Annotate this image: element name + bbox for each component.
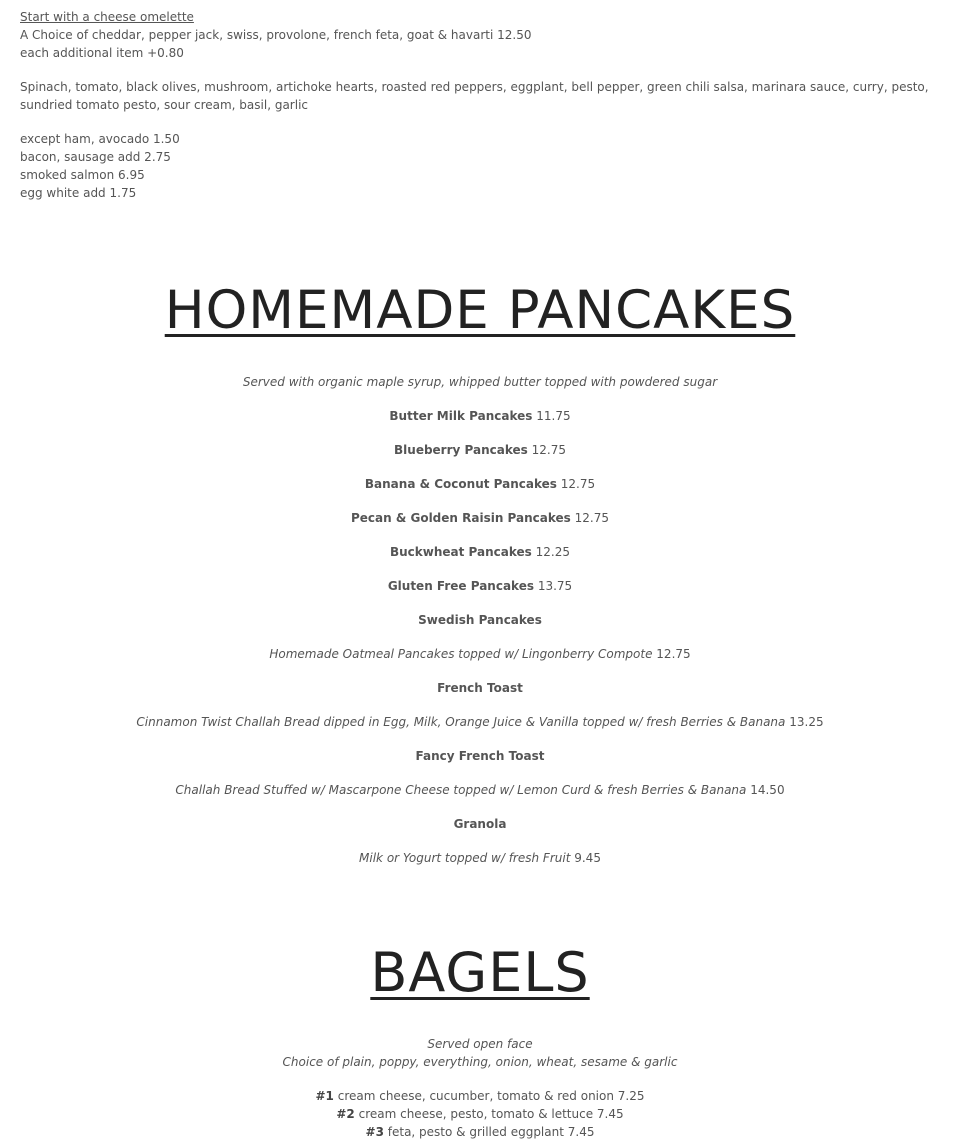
menu-item — [0, 509, 960, 543]
menu-item-desc — [0, 713, 960, 747]
menu-item-desc — [0, 645, 960, 679]
item-description: Milk or Yogurt topped w/ fresh Fruit — [359, 851, 571, 865]
menu-item-desc — [0, 781, 960, 815]
pancakes-heading — [0, 276, 960, 346]
bagels-served: Served open face — [427, 1037, 533, 1051]
bagel-item — [0, 1105, 960, 1123]
omelette-extra: except ham, avocado 1.50 — [20, 132, 180, 146]
menu-item — [0, 815, 960, 849]
bagels-title: BAGELS — [370, 941, 590, 1004]
item-price: 9.45 — [574, 851, 601, 865]
item-price: 13.75 — [537, 579, 573, 593]
item-name: Granola — [453, 817, 507, 831]
menu-item — [0, 577, 960, 611]
item-name: French Toast — [437, 681, 523, 695]
item-name: Buckwheat Pancakes — [389, 545, 532, 559]
item-name: Pecan & Golden Raisin Pancakes — [350, 511, 571, 525]
bagels-heading — [0, 938, 960, 1008]
item-price: 12.75 — [574, 511, 610, 525]
bagel-number: #2 — [336, 1107, 355, 1121]
item-price: 12.75 — [560, 477, 596, 491]
bagel-text: cream cheese, pesto, tomato & lettuce 7.45 — [358, 1107, 624, 1121]
item-description: Cinnamon Twist Challah Bread dipped in Egg, Milk, Orange Juice & Vanilla topped w/ fresh Berries & Banana — [136, 715, 786, 729]
item-description: Challah Bread Stuffed w/ Mascarpone Cheese topped w/ Lemon Curd & fresh Berries & Banana — [175, 783, 747, 797]
item-price: 13.25 — [789, 715, 824, 729]
bagel-item — [0, 1123, 960, 1141]
bagel-text: cream cheese, cucumber, tomato & red onion 7.25 — [337, 1089, 645, 1103]
omelette-section — [20, 8, 945, 202]
item-name: Blueberry Pancakes — [394, 443, 528, 457]
bagel-number: #1 — [315, 1089, 334, 1103]
menu-item-desc — [0, 849, 960, 883]
item-price: 12.75 — [656, 647, 691, 661]
omelette-choice: A Choice of cheddar, pepper jack, swiss, provolone, french feta, goat & havarti 12.50 — [20, 28, 532, 42]
item-price: 11.75 — [536, 409, 571, 423]
item-price: 14.50 — [750, 783, 785, 797]
menu-item — [0, 475, 960, 509]
omelette-additional: each additional item +0.80 — [20, 46, 184, 60]
item-price: 12.25 — [535, 545, 570, 559]
item-name: Butter Milk Pancakes — [389, 409, 533, 423]
item-description: Homemade Oatmeal Pancakes topped w/ Lingonberry Compote — [269, 647, 653, 661]
bagels-choice: Choice of plain, poppy, everything, onion, wheat, sesame & garlic — [282, 1055, 678, 1069]
bagel-number: #3 — [365, 1125, 384, 1139]
bagel-text: feta, pesto & grilled eggplant 7.45 — [387, 1125, 595, 1139]
bagels-menu — [0, 1035, 960, 1141]
omelette-extra: egg white add 1.75 — [20, 186, 137, 200]
menu-item — [0, 441, 960, 475]
bagel-item — [0, 1087, 960, 1105]
omelette-start-link[interactable]: Start with a cheese omelette — [20, 10, 194, 24]
menu-item — [0, 679, 960, 713]
menu-item — [0, 543, 960, 577]
menu-item — [0, 747, 960, 781]
item-name: Fancy French Toast — [415, 749, 545, 763]
pancakes-menu — [0, 373, 960, 883]
menu-item — [0, 407, 960, 441]
item-price: 12.75 — [531, 443, 566, 457]
item-name: Swedish Pancakes — [418, 613, 542, 627]
omelette-extra: smoked salmon 6.95 — [20, 168, 145, 182]
pancakes-title: HOMEMADE PANCAKES — [164, 280, 796, 341]
pancakes-intro: Served with organic maple syrup, whipped butter topped with powdered sugar — [242, 375, 718, 389]
omelette-extra: bacon, sausage add 2.75 — [20, 150, 171, 164]
item-name: Gluten Free Pancakes — [387, 579, 534, 593]
item-name: Banana & Coconut Pancakes — [364, 477, 557, 491]
omelette-fillings: Spinach, tomato, black olives, mushroom, artichoke hearts, roasted red peppers, eggplant, bell pepper, green chili salsa, marinara sauce, curry, pesto, sundried tomato pesto, sour cream, basil, garlic — [20, 80, 929, 112]
menu-item — [0, 611, 960, 645]
